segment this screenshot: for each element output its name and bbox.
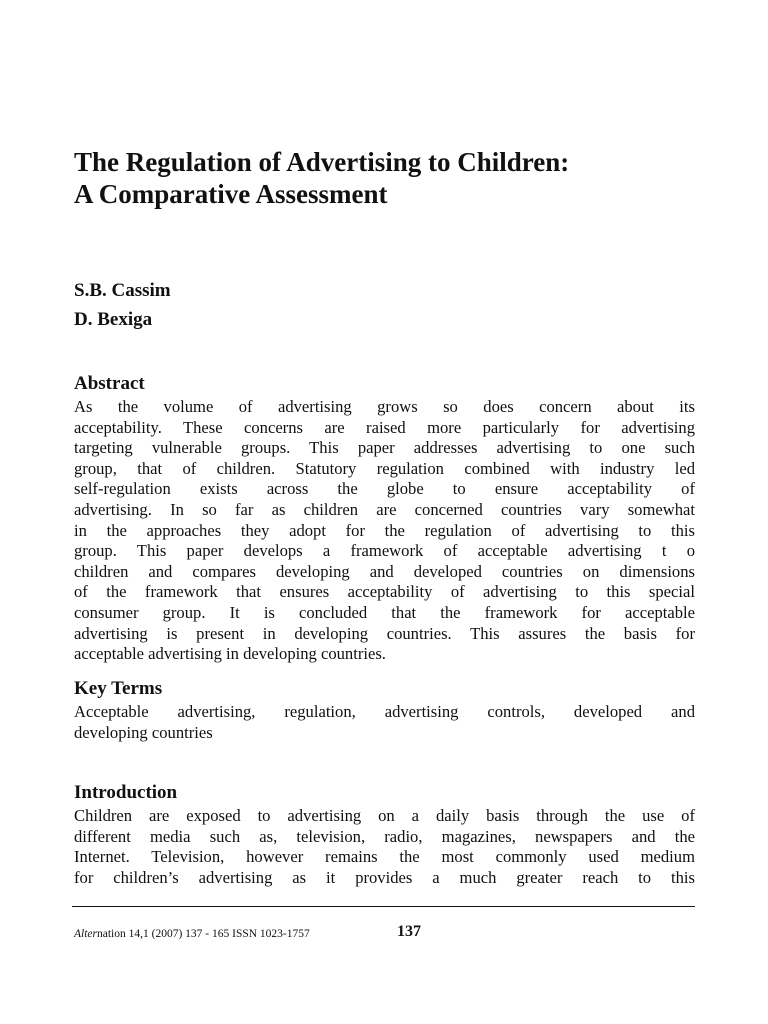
journal-name-italic: Alter bbox=[74, 928, 97, 940]
abstract-line: group. This paper develops a framework of acceptable advertising t o bbox=[74, 541, 695, 561]
footer-rule bbox=[72, 906, 695, 907]
abstract-line: advertising is present in developing countries. This assures the basis for bbox=[74, 623, 695, 643]
author-name: D. Bexiga bbox=[74, 309, 153, 330]
author-name: S.B. Cassim bbox=[74, 280, 171, 301]
introduction-line: for children’s advertising as it provides a much greater reach to this bbox=[74, 867, 695, 887]
introduction-line: different media such as, television, radio, magazines, newspapers and the bbox=[74, 826, 695, 846]
paper-title-line-1: The Regulation of Advertising to Children: bbox=[74, 147, 570, 177]
abstract-line: in the approaches they adopt for the regulation of advertising to this bbox=[74, 520, 695, 540]
abstract-line: of the framework that ensures acceptability of advertising to this special bbox=[74, 582, 695, 602]
key-terms-heading: Key Terms bbox=[74, 678, 163, 699]
abstract-line: children and compares developing and developed countries on dimensions bbox=[74, 561, 695, 581]
key-terms-line: Acceptable advertising, regulation, advertising controls, developed and bbox=[74, 702, 695, 721]
key-terms-text bbox=[74, 702, 695, 743]
paper-title-line-2: A Comparative Assessment bbox=[74, 179, 388, 209]
abstract-line: As the volume of advertising grows so does concern about its bbox=[74, 397, 695, 416]
introduction-line: Children are exposed to advertising on a daily basis through the use of bbox=[74, 806, 695, 825]
introduction-heading: Introduction bbox=[74, 782, 178, 803]
abstract-line: acceptability. These concerns are raised more particularly for advertising bbox=[74, 417, 695, 437]
footer-citation bbox=[74, 926, 310, 942]
abstract-line: self-regulation exists across the globe to ensure acceptability of bbox=[74, 479, 695, 499]
author-list bbox=[74, 276, 171, 334]
paper-title bbox=[74, 146, 714, 210]
abstract-line: targeting vulnerable groups. This paper addresses advertising to one such bbox=[74, 438, 695, 458]
abstract-line: consumer group. It is concluded that the framework for acceptable bbox=[74, 602, 695, 622]
key-terms-line: developing countries bbox=[74, 722, 213, 742]
introduction-text bbox=[74, 806, 695, 888]
citation-text: nation 14,1 (2007) 137 - 165 ISSN 1023-1757 bbox=[97, 928, 310, 940]
abstract-heading: Abstract bbox=[74, 373, 145, 394]
abstract-text bbox=[74, 397, 695, 665]
abstract-line: group, that of children. Statutory regulation combined with industry led bbox=[74, 458, 695, 478]
page-number: 137 bbox=[397, 923, 421, 940]
introduction-line: Internet. Television, however remains the most commonly used medium bbox=[74, 847, 695, 867]
abstract-line: acceptable advertising in developing countries. bbox=[74, 644, 386, 664]
abstract-line: advertising. In so far as children are concerned countries vary somewhat bbox=[74, 499, 695, 519]
